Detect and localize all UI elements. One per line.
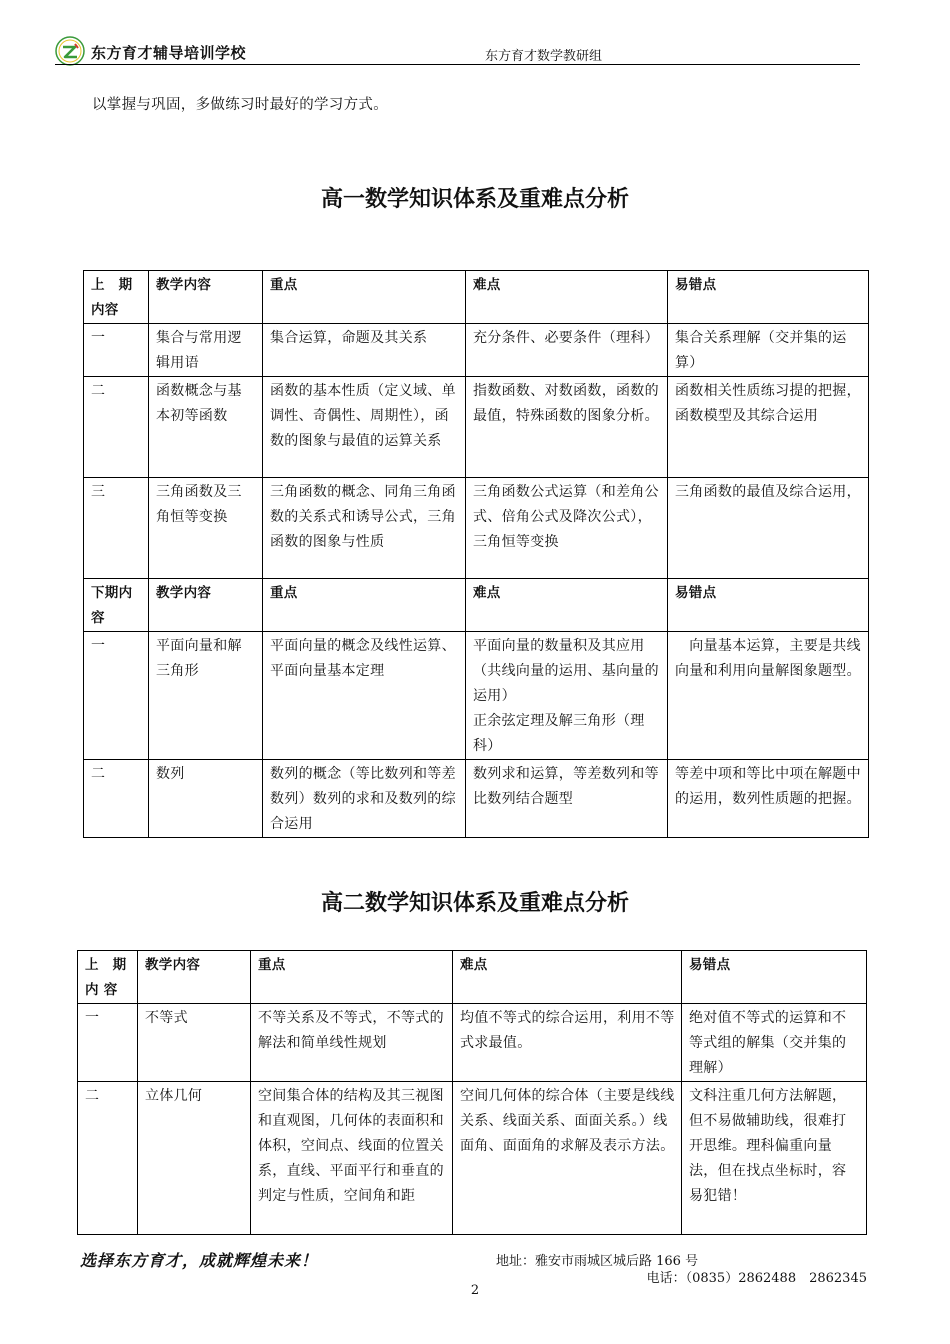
table-cell: 集合与常用逻辑用语: [149, 324, 263, 377]
table-row: [84, 478, 869, 579]
table-cell: 三角函数的概念、同角三角函数的关系式和诱导公式，三角函数的图象与性质: [263, 478, 466, 579]
table-row: [84, 760, 869, 838]
table-cell: [466, 632, 668, 760]
table-cell: 三角函数及三角恒等变换: [149, 478, 263, 579]
page-number: 2: [470, 1283, 480, 1298]
table-cell: 函数相关性质练习提的把握，函数模型及其综合运用: [668, 377, 869, 478]
footer-slogan: 选择东方育才，成就辉煌未来！: [80, 1251, 319, 1270]
table-cell: 充分条件、必要条件（理科）: [466, 324, 668, 377]
table-cell: 一: [78, 1004, 138, 1082]
header-cell: 难点: [466, 271, 668, 324]
header-divider: [55, 64, 860, 65]
header-cell: 上 期内 容: [78, 951, 138, 1004]
section1-title: 高一数学知识体系及重难点分析: [320, 187, 629, 212]
table-cell: [682, 1082, 867, 1235]
cell-text: 立体几何: [145, 1088, 203, 1104]
table-cell: 数列的概念（等比数列和等差数列）数列的求和及数列的综合运用: [263, 760, 466, 838]
table-cell: 数列求和运算，等差数列和等比数列结合题型: [466, 760, 668, 838]
header-cell: 教学内容: [138, 951, 251, 1004]
table-cell: 三角函数的最值及综合运用，: [668, 478, 869, 579]
table-row: [78, 1082, 867, 1235]
table-cell: 函数概念与基本初等函数: [149, 377, 263, 478]
grade11-table: [77, 950, 867, 1235]
table-cell: 集合运算，命题及其关系: [263, 324, 466, 377]
header-cell: 重点: [263, 579, 466, 632]
table-row: [84, 632, 869, 760]
table-cell: 不等式: [138, 1004, 251, 1082]
section2-title: 高二数学知识体系及重难点分析: [320, 891, 629, 916]
table-cell: 一: [84, 324, 149, 377]
department-name: 东方育才数学教研组: [485, 49, 603, 64]
table-row: [78, 1004, 867, 1082]
cell-text: 空间集合体的结构及其三视图和直观图，几何体的表面积和体积，空间点、线面的位置关系，直线、平面平行和垂直的判定与性质，空间角和距: [258, 1088, 444, 1204]
table-cell: 三角函数公式运算（和差角公式、倍角公式及降次公式），三角恒等变换: [466, 478, 668, 579]
cell-paragraph: 平面向量的数量积及其应用（共线向量的运用、基向量的运用）: [473, 638, 659, 704]
cell-text: 空间几何体的综合体（主要是线线关系、线面关系、面面关系。）线面角、面面角的求解及表示方法。: [460, 1088, 675, 1154]
table-cell: 函数的基本性质（定义域、单调性、奇偶性、周期性），函数的图象与最值的运算关系: [263, 377, 466, 478]
table-cell: 二: [84, 760, 149, 838]
header-cell: 重点: [251, 951, 453, 1004]
footer-address: 地址：雅安市雨城区城后路 166 号: [496, 1254, 699, 1269]
table-cell: 向量基本运算，主要是共线向量和利用向量解图象题型。: [668, 632, 869, 760]
header-cell: 教学内容: [149, 579, 263, 632]
header-cell: 上 期内容: [84, 271, 149, 324]
table-cell: 均值不等式的综合运用，利用不等式求最值。: [453, 1004, 682, 1082]
page-header: [55, 36, 860, 66]
header-cell: 易错点: [668, 579, 869, 632]
grade10-table: [83, 270, 869, 838]
table-cell: 平面向量的概念及线性运算、平面向量基本定理: [263, 632, 466, 760]
header-cell: 难点: [466, 579, 668, 632]
table-row: [84, 324, 869, 377]
header-cell: 易错点: [668, 271, 869, 324]
header-cell: 教学内容: [149, 271, 263, 324]
header-cell: 重点: [263, 271, 466, 324]
table-cell: 数列: [149, 760, 263, 838]
table-cell: [78, 1082, 138, 1235]
table-cell: 绝对值不等式的运算和不等式组的解集（交并集的理解）: [682, 1004, 867, 1082]
table-cell: 一: [84, 632, 149, 760]
intro-paragraph: 以掌握与巩固，多做练习时最好的学习方式。: [92, 97, 388, 113]
header-cell: 难点: [453, 951, 682, 1004]
table-cell: 平面向量和解三角形: [149, 632, 263, 760]
header-cell: 易错点: [682, 951, 867, 1004]
table-header-row: [84, 271, 869, 324]
table-cell: 三: [84, 478, 149, 579]
table-cell: [138, 1082, 251, 1235]
footer-phone: 电话：（0835）2862488 2862345: [646, 1271, 867, 1286]
school-logo-icon: [55, 36, 85, 66]
cell-paragraph: 正余弦定理及解三角形（理科）: [473, 713, 645, 754]
school-name: 东方育才辅导培训学校: [91, 44, 247, 62]
table-cell: 等差中项和等比中项在解题中的运用，数列性质题的把握。: [668, 760, 869, 838]
table-cell: 二: [84, 377, 149, 478]
table-cell: [251, 1082, 453, 1235]
cell-text: 二: [85, 1088, 100, 1104]
cell-text: 文科注重几何方法解题，但不易做辅助线，很难打开思维。理科偏重向量法，但在找点坐标时，容易犯错！: [689, 1088, 847, 1204]
table-row: [84, 377, 869, 478]
table-cell: 指数函数、对数函数，函数的最值，特殊函数的图象分析。: [466, 377, 668, 478]
table-header-row: [78, 951, 867, 1004]
table-cell: 不等关系及不等式，不等式的解法和简单线性规划: [251, 1004, 453, 1082]
table-cell: 集合关系理解（交并集的运算）: [668, 324, 869, 377]
table-cell: [453, 1082, 682, 1235]
table-header-row: [84, 579, 869, 632]
header-cell: 下期内容: [84, 579, 149, 632]
